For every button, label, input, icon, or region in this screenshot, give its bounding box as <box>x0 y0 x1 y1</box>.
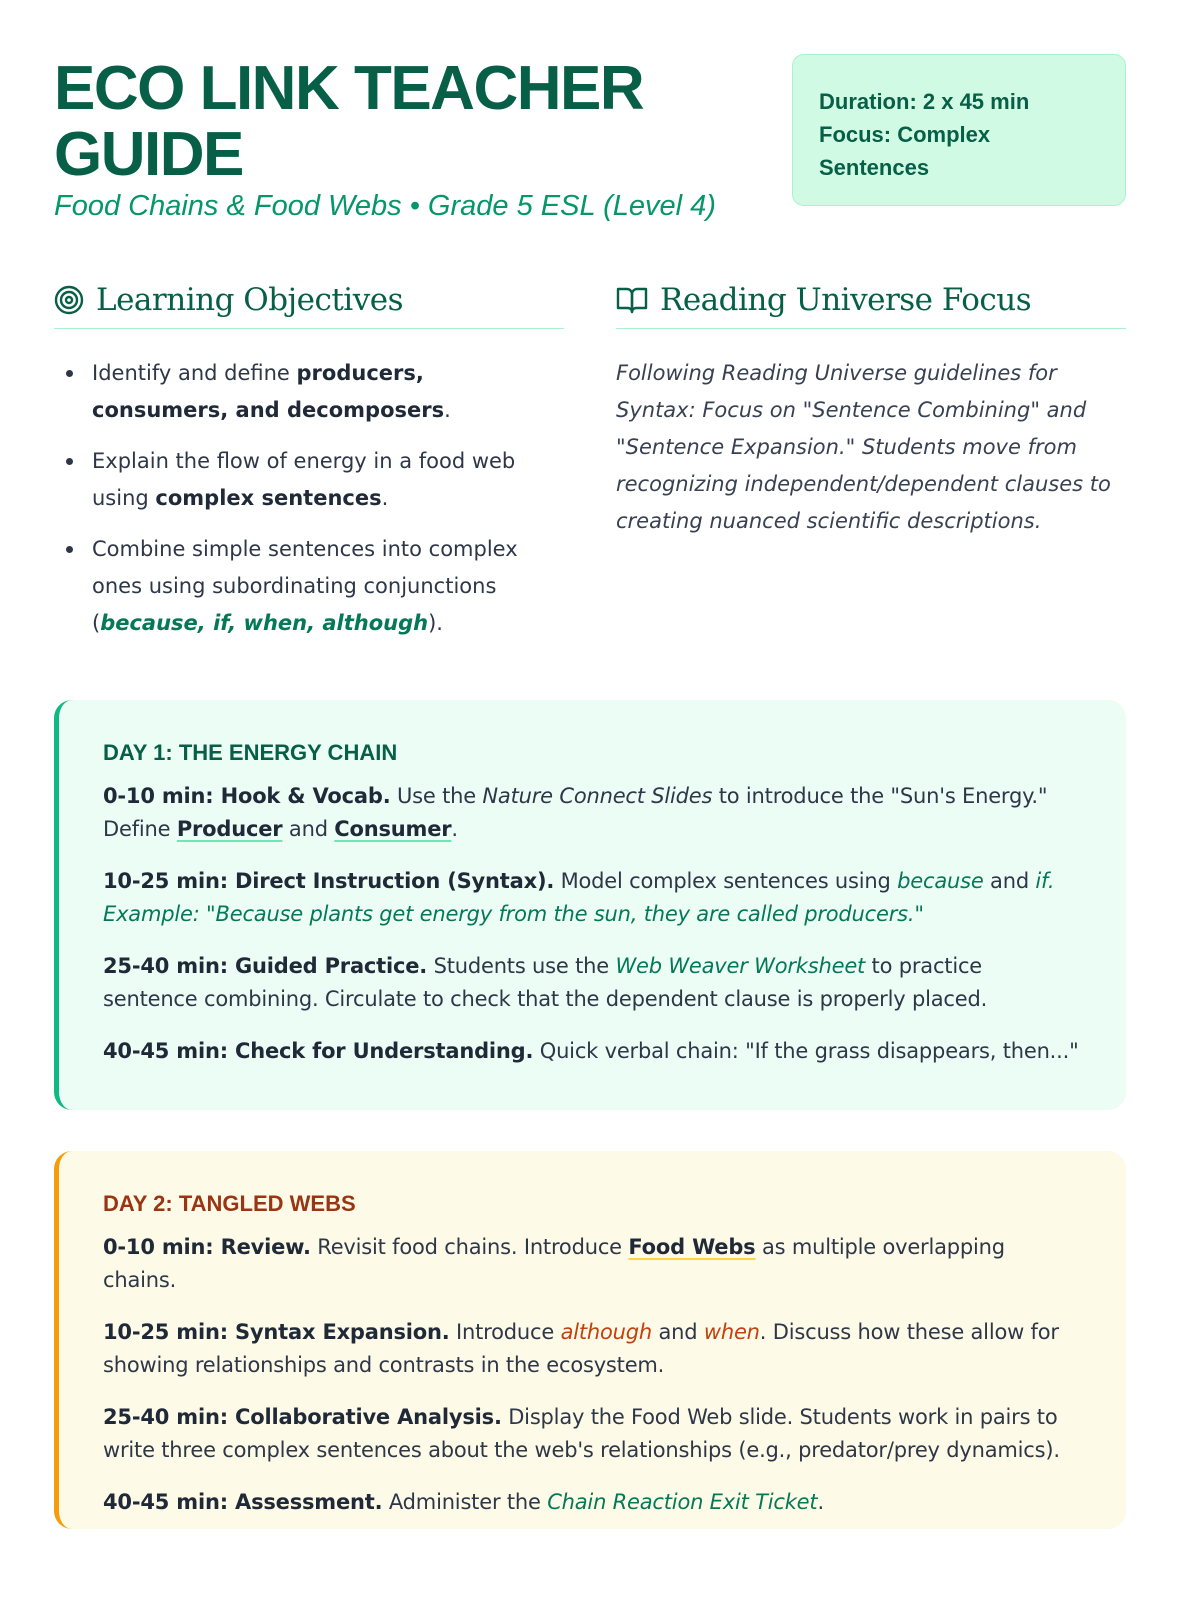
emphasis-segment: Web Weaver Worksheet <box>615 954 866 978</box>
text-segment: Combine simple sentences into complex ones using subordinating conjunctions ( <box>92 537 518 635</box>
emphasis-segment: 25-40 min: Collaborative Analysis. <box>103 1405 502 1429</box>
focus-info: Focus: Complex Sentences <box>819 122 991 180</box>
text-segment: Use the <box>390 784 483 808</box>
emphasis-segment: Example: "Because plants get energy from the sun, they are called producers." <box>103 902 924 926</box>
day-title: DAY 1: THE ENERGY CHAIN <box>103 740 398 765</box>
text-segment: Identify and define <box>92 361 297 385</box>
emphasis-segment: because <box>897 869 984 893</box>
text-segment: Students use the <box>427 954 616 978</box>
emphasis-segment: Chain Reaction Exit Ticket <box>547 1490 818 1514</box>
text-segment: Display the Food Web slide. Students work in pairs to write three complex sentences about the web's relationships (e.g., predator/prey dynamics). <box>103 1405 1060 1462</box>
schedule-step <box>103 1401 1082 1467</box>
lesson-info-box <box>792 54 1126 206</box>
text-segment: . <box>451 817 458 841</box>
objective-item <box>54 443 564 517</box>
text-segment: and <box>652 1320 704 1344</box>
objectives-list <box>54 355 564 642</box>
schedule-step <box>103 950 1082 1016</box>
emphasis-segment: when <box>703 1320 760 1344</box>
vocab-term: Producer <box>176 817 283 841</box>
text-segment: . <box>817 1490 824 1514</box>
day-2-card <box>54 1151 1126 1529</box>
objective-item <box>54 531 564 642</box>
text-segment: . <box>381 486 389 510</box>
schedule-step <box>103 1231 1082 1297</box>
emphasis-segment: 10-25 min: Direct Instruction (Syntax). <box>103 869 555 893</box>
emphasis-segment: 25-40 min: Guided Practice. <box>103 954 428 978</box>
duration-info: Duration: 2 x 45 min <box>819 89 1030 114</box>
reading-focus-text: Following Reading Universe guidelines for Syntax: Focus on "Sentence Combining" and "Sentence Expansion." Students move from recognizing independent/dependent clauses to creating nuanced scientific descriptions. <box>616 361 1111 533</box>
text-segment: Quick verbal chain: "If the grass disappears, then..." <box>533 1039 1079 1063</box>
text-segment: and <box>983 869 1036 893</box>
target-icon <box>54 285 84 315</box>
page-title: ECO LINK TEACHER GUIDE <box>54 54 644 189</box>
header <box>54 0 1126 260</box>
text-segment: . Discuss how these allow for showing relationships and contrasts in the ecosystem. <box>103 1320 1059 1377</box>
schedule-step <box>103 865 1082 931</box>
emphasis-segment: 10-25 min: Syntax Expansion. <box>103 1320 450 1344</box>
text-segment: Administer the <box>382 1490 548 1514</box>
section-heading <box>54 282 564 329</box>
emphasis-segment: complex sentences <box>155 486 382 510</box>
day-title: DAY 2: TANGLED WEBS <box>103 1191 356 1216</box>
learning-objectives-section <box>54 282 564 656</box>
reading-heading: Reading Universe Focus <box>660 282 1032 318</box>
schedule-step <box>103 1035 1082 1068</box>
page-subtitle: Food Chains & Food Webs • Grade 5 ESL (Level 4) <box>54 190 716 222</box>
emphasis-segment: 40-45 min: Assessment. <box>103 1490 383 1514</box>
text-segment: . <box>444 398 451 422</box>
emphasis-segment: producers, consumers, and decomposers <box>92 361 445 422</box>
objective-item <box>54 355 564 429</box>
emphasis-segment: because, if, when, although <box>100 611 429 635</box>
section-heading <box>616 282 1126 329</box>
text-segment: to practice sentence combining. Circulate to check that the dependent clause is properly placed. <box>103 954 988 1011</box>
reading-universe-section <box>616 282 1126 656</box>
emphasis-segment: Nature Connect Slides <box>482 784 713 808</box>
emphasis-segment: 40-45 min: Check for Understanding. <box>103 1039 534 1063</box>
emphasis-segment: 0-10 min: Review. <box>103 1235 311 1259</box>
text-segment: as multiple overlapping chains. <box>103 1235 1005 1292</box>
book-open-icon <box>616 286 648 314</box>
vocab-term: Food Webs <box>628 1235 756 1259</box>
day-1-card <box>54 700 1126 1110</box>
schedule-step <box>103 780 1082 846</box>
text-segment: Explain the flow of energy in a food web using <box>92 449 516 510</box>
text-segment: to introduce the "Sun's Energy." Define <box>103 784 1048 841</box>
schedule-step <box>103 1486 1082 1519</box>
text-segment: ). <box>428 611 443 635</box>
objectives-heading: Learning Objectives <box>96 282 403 318</box>
text-segment: Revisit food chains. Introduce <box>310 1235 629 1259</box>
schedule-step <box>103 1316 1082 1382</box>
text-segment: Model complex sentences using <box>554 869 898 893</box>
text-segment: and <box>282 817 335 841</box>
emphasis-segment: although <box>560 1320 653 1344</box>
text-segment: Introduce <box>449 1320 561 1344</box>
emphasis-segment: 0-10 min: Hook & Vocab. <box>103 784 391 808</box>
emphasis-segment: if. <box>1035 869 1055 893</box>
vocab-term: Consumer <box>334 817 452 841</box>
